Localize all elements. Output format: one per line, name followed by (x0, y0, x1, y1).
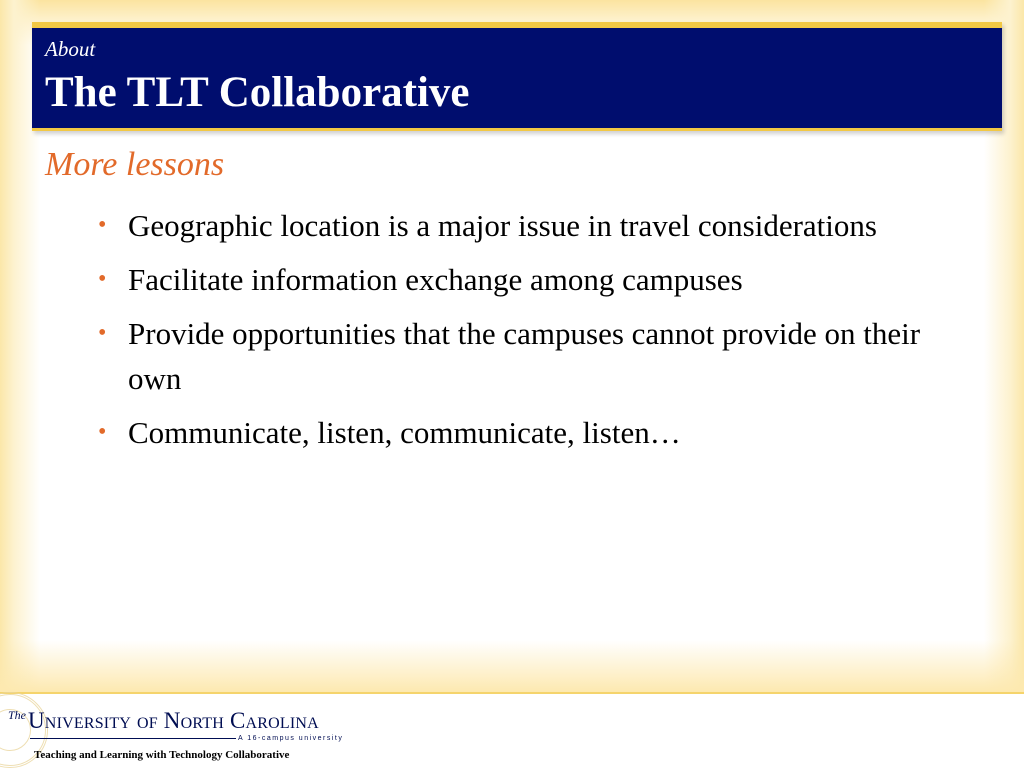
bullet-item (98, 257, 978, 302)
slide-title: The TLT Collaborative (45, 69, 470, 116)
footer-caption: Teaching and Learning with Technology Collaborative (34, 749, 290, 761)
bullet-text: Facilitate information exchange among campuses (128, 262, 743, 297)
bullet-item (98, 410, 978, 455)
slide-subheading: More lessons (45, 146, 225, 183)
logo-tagline: A 16-campus university (238, 735, 344, 742)
bullet-dot-icon: • (98, 266, 107, 292)
bullet-list (98, 203, 978, 464)
bullet-text: Provide opportunities that the campuses cannot provide on their own (128, 316, 921, 396)
banner-kicker: About (45, 37, 96, 61)
title-banner-fill (32, 28, 1002, 128)
bullet-dot-icon: • (98, 320, 107, 346)
bullet-item (98, 311, 978, 401)
bullet-text: Communicate, listen, communicate, listen… (128, 415, 681, 450)
bullet-item (98, 203, 978, 248)
bullet-dot-icon: • (98, 419, 107, 445)
logo-the: The (8, 708, 26, 722)
footer (0, 692, 1024, 768)
logo-wordmark: University of North Carolina (28, 708, 319, 733)
bullet-text: Geographic location is a major issue in travel considerations (128, 208, 877, 243)
title-banner (32, 22, 1002, 131)
bottom-glow (0, 640, 1024, 692)
bullet-dot-icon: • (98, 212, 107, 238)
